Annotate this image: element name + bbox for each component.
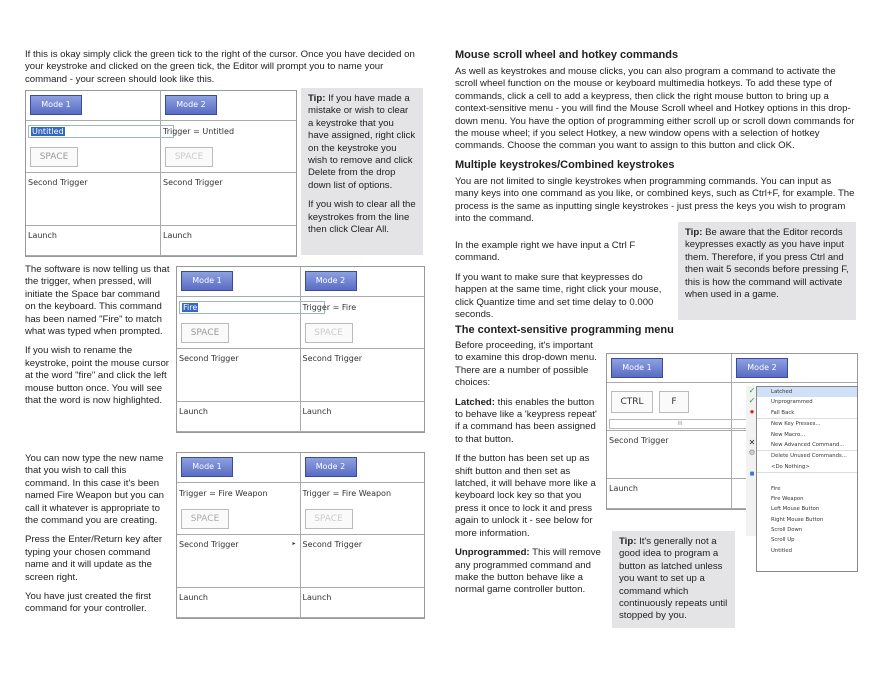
launch-label: Launch — [302, 407, 332, 416]
trigger-label: Trigger = Fire — [302, 303, 357, 312]
space-key[interactable]: SPACE — [181, 509, 229, 529]
tip-text: It's generally not a good idea to program a button as latched unless you want to set up a command which continuously repeats until stopped by you. — [619, 536, 728, 622]
tip-text-clear: If you wish to clear all the keystrokes from the line then click Clear All. — [308, 199, 416, 236]
tip-box-keypresses — [678, 222, 856, 320]
heading-multiple-keystrokes: Multiple keystrokes/Combined keystrokes — [455, 158, 675, 171]
paragraph: You are not limited to single keystrokes when programming commands. You can input as many keys into one command as you like, or combined keys, such as Ctrl+F, for example. The process is the same as inputting single keystrokes - just press the keys you wish to program into the command. — [455, 175, 855, 225]
f-key[interactable]: F — [659, 391, 689, 413]
mode1-button[interactable]: Mode 1 — [30, 95, 82, 115]
intro-paragraph: If this is okay simply click the green tick to the right of the cursor. Once you have decided on your keystroke and clicked on the green tick, the Editor will prompt you to name your command - your screen should look like this. — [25, 49, 415, 85]
menu-item[interactable]: Left Mouse Button — [771, 506, 820, 513]
launch-label: Launch — [609, 484, 638, 493]
menu-item[interactable]: <Do Nothing> — [771, 463, 810, 470]
launch-label: Launch — [28, 231, 57, 240]
mode2-button[interactable]: Mode 2 — [165, 95, 217, 115]
ctrl-f-section — [455, 240, 667, 328]
menu-item[interactable]: Untitled — [771, 547, 792, 554]
editor-figure-untitled — [25, 90, 297, 257]
mode2-button[interactable]: Mode 2 — [736, 358, 788, 378]
trigger-label[interactable]: Trigger = Fire Weapon — [179, 489, 268, 498]
tip-text: Be aware that the Editor records keypresses exactly as you have input them. Therefore, if you press Ctrl and then wait 5 seconds before pressing F, this is how the command will activate when used in a game. — [685, 227, 849, 301]
second-trigger-label: Second Trigger — [302, 354, 363, 363]
menu-item[interactable]: Delete Unused Commands... — [757, 450, 857, 461]
space-key[interactable]: SPACE — [181, 323, 229, 343]
ctrl-key[interactable]: CTRL — [611, 391, 653, 413]
second-trigger-label: Second Trigger — [609, 436, 669, 445]
editor-figure-fire-weapon — [176, 452, 425, 619]
paragraph: Unprogrammed: This will remove any programmed command and make the button behave like a normal game controller button. — [455, 547, 601, 596]
tip-label: Tip: — [308, 93, 326, 104]
green-tick-icon[interactable]: ✓ — [748, 386, 756, 395]
menu-item[interactable]: Scroll Up — [771, 537, 795, 544]
tip-label: Tip: — [685, 227, 703, 238]
blue-square-icon: ■ — [749, 469, 755, 479]
horizontal-scrollbar[interactable]: III — [609, 419, 751, 429]
second-trigger-label: Second Trigger — [179, 354, 239, 363]
launch-label: Launch — [163, 231, 192, 240]
tip-label: Tip: — [619, 536, 637, 547]
paragraph: The software is now telling us that the trigger, when pressed, will initiate the Space bar command on the keyboard. This command has been named "Fire" to match what was typed when prompted. — [25, 264, 170, 338]
tip-text: If you have made a mistake or wish to clear a keystroke that you have assigned, right click on the keystroke you wish to remove and click Delete from the drop down list of options. — [308, 93, 416, 191]
menu-item[interactable] — [757, 472, 857, 483]
red-record-icon[interactable]: ● — [749, 406, 755, 416]
launch-label: Launch — [179, 407, 208, 416]
menu-item[interactable]: New Macro... — [771, 431, 806, 438]
mode2-button[interactable]: Mode 2 — [305, 271, 357, 291]
launch-label: Launch — [302, 593, 332, 602]
menu-item[interactable]: Fire Weapon — [771, 495, 804, 502]
menu-item[interactable]: Fire — [771, 485, 781, 492]
space-key-dim: SPACE — [305, 509, 353, 529]
trigger-name-field[interactable]: Untitled — [28, 125, 174, 138]
paragraph: Before proceeding, it's important to examine this drop-down menu. There are a number of possible choices: — [455, 340, 597, 389]
second-trigger-label: Second Trigger — [28, 178, 88, 187]
paragraph: Press the Enter/Return key after typing your chosen command name and it will update as the screen right. — [25, 534, 163, 583]
menu-item[interactable]: Unprogrammed — [771, 399, 813, 406]
heading-context-menu: The context-sensitive programming menu — [455, 324, 674, 336]
delete-x-icon: ✕ — [748, 438, 756, 448]
menu-item[interactable]: Right Mouse Button — [771, 516, 824, 523]
paragraph: If you wish to rename the keystroke, point the mouse cursor at the word "fire" and click the left mouse button once. You will see that the word is now highlighted. — [25, 345, 169, 407]
second-trigger-label: Second Trigger — [179, 540, 239, 549]
paragraph: You can now type the new name that you wish to call this command. In this case it's been named Fire Weapon but you can call it whatever is appropriate to the command you are creating. — [25, 453, 165, 527]
paragraph: As well as keystrokes and mouse clicks, you can also program a command to activate the scroll wheel function on the mouse or keyboard multimedia hotkeys. To add these type of commands, click a cell to add a keypress, then click the right mouse button to bring up a context-sensitive menu - you will find the Mouse Scroll wheel and Hotkey options in this drop-down menu. You have the option of programming either scroll up or scroll down commands for the mouse wheel; if you select Hotkey, a new window opens with a selection of hotkey commands. Choose the comman you want to assign to this button and click OK. — [455, 66, 855, 152]
expand-arrow-icon[interactable]: ▸ — [292, 540, 296, 547]
menu-item[interactable]: New Advanced Command... — [771, 441, 845, 448]
paragraph: If you want to make sure that keypresses do happen at the same time, right click your mouse, click Quantize time and set time delay to 0.000 seconds. — [455, 271, 662, 321]
mode1-button[interactable]: Mode 1 — [181, 271, 233, 291]
menu-explanation — [455, 340, 602, 604]
gear-icon: ⚙ — [748, 448, 756, 458]
mode1-button[interactable]: Mode 1 — [611, 358, 663, 378]
tip-box-delete — [301, 88, 423, 255]
mode1-button[interactable]: Mode 1 — [181, 457, 233, 477]
paragraph: You have just created the first command for your controller. — [25, 591, 152, 615]
right-column — [455, 49, 855, 225]
editor-figure-fire — [176, 266, 425, 433]
space-key-dim: SPACE — [165, 147, 213, 167]
second-trigger-label: Second Trigger — [302, 540, 363, 549]
new-name-section — [25, 453, 171, 623]
menu-item[interactable]: Latched — [757, 387, 857, 397]
menu-item[interactable]: Scroll Down — [771, 527, 803, 534]
paragraph: Latched: this enables the button to behave like a 'keypress repeat' if a command has been assigned to that button. — [455, 396, 597, 445]
paragraph: In the example right we have input a Ctrl F command. — [455, 240, 636, 264]
trigger-label: Trigger = Fire Weapon — [302, 489, 392, 498]
trigger-name-field[interactable]: Fire — [179, 301, 325, 314]
tip-box-latched — [612, 531, 735, 628]
paragraph: If the button has been set up as shift button and then set as latched, it will behave more like a keyboard lock key so that you press it once to lock it and press again to unlock it - see below for more information. — [455, 453, 596, 539]
context-menu[interactable] — [756, 386, 858, 572]
trigger-label: Trigger = Untitled — [163, 127, 235, 136]
space-key[interactable]: SPACE — [30, 147, 78, 167]
mode2-button[interactable]: Mode 2 — [305, 457, 357, 477]
menu-item[interactable]: New Key Presses... — [757, 418, 857, 429]
heading-scroll-wheel: Mouse scroll wheel and hotkey commands — [455, 49, 679, 61]
second-trigger-label: Second Trigger — [163, 178, 223, 187]
launch-label: Launch — [179, 593, 208, 602]
menu-item[interactable]: Fall Back — [771, 409, 795, 416]
space-key-dim: SPACE — [305, 323, 353, 343]
green-tick-icon[interactable]: ✓ — [748, 396, 756, 406]
rename-section — [25, 264, 171, 414]
